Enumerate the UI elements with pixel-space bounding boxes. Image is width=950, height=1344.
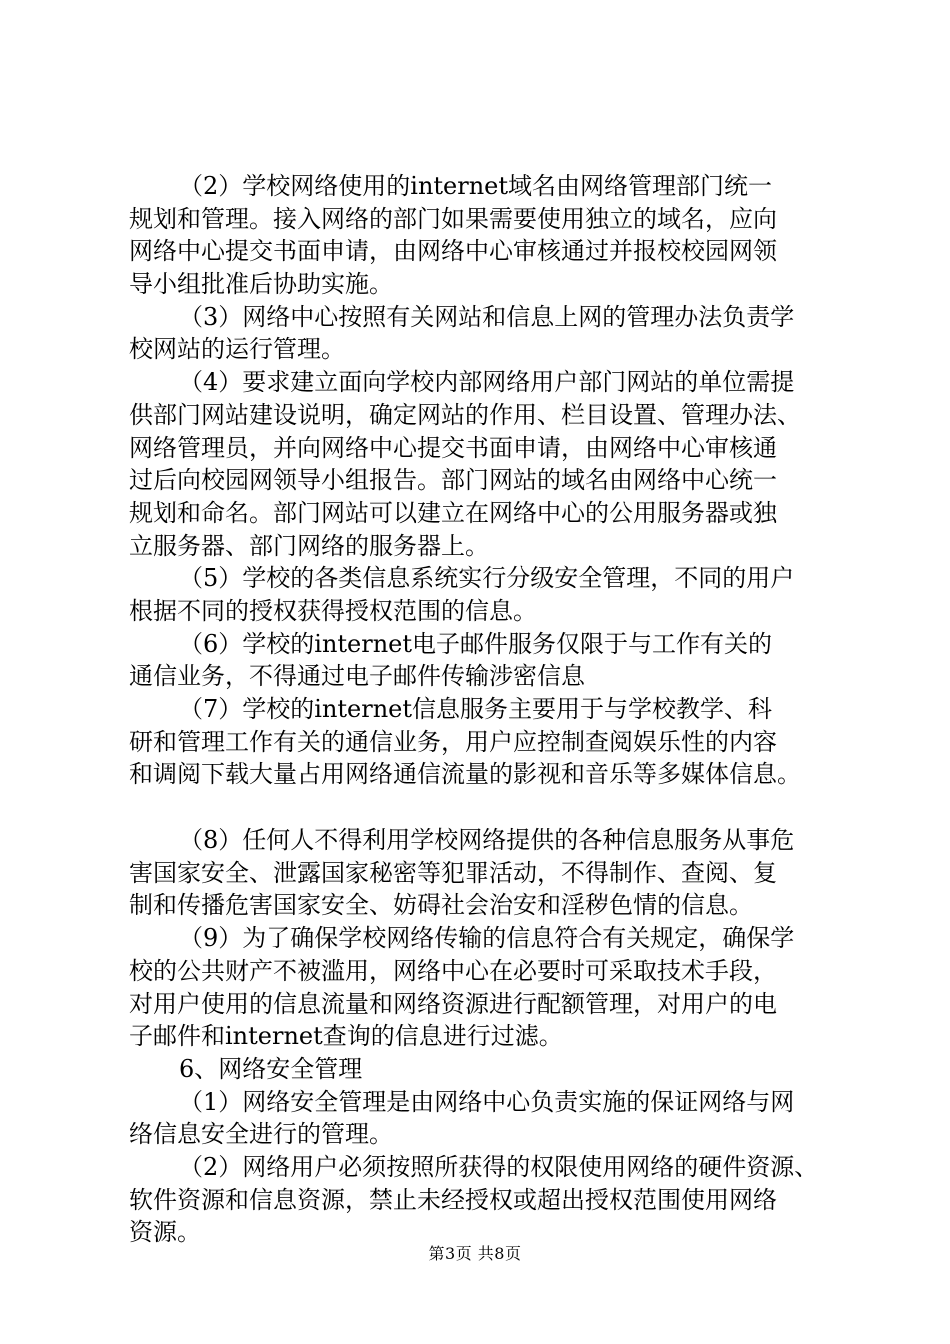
text-line: （3）网络中心按照有关网站和信息上网的管理办法负责学	[179, 302, 795, 331]
text-line: （7）学校的internet信息服务主要用于与学校教学、科	[179, 695, 773, 723]
text-line: 规划和命名。部门网站可以建立在网络中心的公用服务器或独	[129, 498, 777, 527]
text-line: 网络中心提交书面申请，由网络中心审核通过并报校校园网领	[129, 237, 777, 266]
text-line: （2）学校网络使用的internet域名由网络管理部门统一	[179, 172, 773, 200]
document-body	[129, 170, 829, 1249]
text-line: 资源。	[129, 1218, 201, 1247]
text-line: 规划和管理。接入网络的部门如果需要使用独立的域名，应向	[129, 204, 777, 233]
text-line: 导小组批准后协助实施。	[129, 270, 393, 299]
text-line: 6、网络安全管理	[179, 1054, 363, 1083]
text-line: 供部门网站建设说明，确定网站的作用、栏目设置、管理办法、	[129, 400, 801, 429]
text-line: 通信业务，不得通过电子邮件传输涉密信息	[129, 662, 585, 691]
text-line: （6）学校的internet电子邮件服务仅限于与工作有关的	[179, 629, 773, 658]
text-line: 校网站的运行管理。	[129, 335, 345, 364]
text-line: （5）学校的各类信息系统实行分级安全管理，不同的用户	[179, 564, 795, 593]
blank-line	[129, 791, 829, 824]
text-line: （1）网络安全管理是由网络中心负责实施的保证网络与网	[179, 1087, 795, 1116]
text-line: （8）任何人不得利用学校网络提供的各种信息服务从事危	[179, 826, 795, 855]
text-line: （9）为了确保学校网络传输的信息符合有关规定，确保学	[179, 924, 795, 953]
text-line: 制和传播危害国家安全、妨碍社会治安和淫秽色情的信息。	[129, 891, 753, 920]
text-line: （4）要求建立面向学校内部网络用户部门网站的单位需提	[179, 368, 795, 397]
text-line: 软件资源和信息资源，禁止未经授权或超出授权范围使用网络	[129, 1185, 777, 1214]
text-line: 过后向校园网领导小组报告。部门网站的域名由网络中心统一	[129, 466, 777, 495]
text-line: 络信息安全进行的管理。	[129, 1120, 393, 1149]
text-line: 网络管理员，并向网络中心提交书面申请，由网络中心审核通	[129, 433, 777, 462]
page-footer: 第3页 共8页	[428, 1244, 522, 1263]
text-line: 害国家安全、泄露国家秘密等犯罪活动，不得制作、查阅、复	[129, 858, 777, 887]
text-line: 子邮件和internet查询的信息进行过滤。	[129, 1022, 563, 1051]
text-line: 根据不同的授权获得授权范围的信息。	[129, 596, 537, 625]
text-line: 研和管理工作有关的通信业务，用户应控制查阅娱乐性的内容	[129, 727, 777, 756]
text-line: 校的公共财产不被滥用，网络中心在必要时可采取技术手段，	[129, 956, 777, 985]
text-line: 和调阅下载大量占用网络通信流量的影视和音乐等多媒体信息。	[129, 760, 801, 789]
text-line: 对用户使用的信息流量和网络资源进行配额管理，对用户的电	[129, 989, 777, 1018]
text-line: 立服务器、部门网络的服务器上。	[129, 531, 489, 560]
text-line: （2）网络用户必须按照所获得的权限使用网络的硬件资源、	[179, 1152, 819, 1181]
